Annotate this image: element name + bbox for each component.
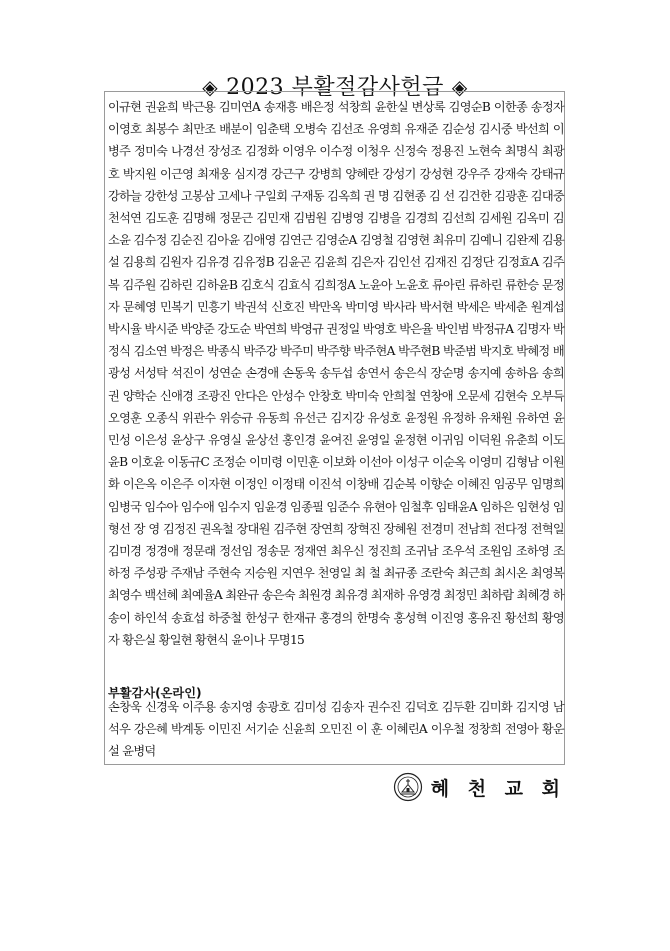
church-signature	[393, 772, 566, 802]
donor-names: 이규현 권윤희 박근용 김미연A 송재흥 배은정 석창희 윤한실 변상록 김영순B 이한종 송정자 이영호 최봉수 최만조 배분이 임춘택 오병숙 김선조 유영희 유재준 김순성 김시중 박선희 이병주 정미숙 나경선 장성조 김정화 이영우 이수정 이청우 신정숙 정용진 노현숙 최명식 최광호 박지원 이근영 최재웅 심지경 강근구 강병희 양혜란 강성기 강성현 강우주 강재숙 강태규 강하늘 강한성 고봉삼 고세나 구일회 구재동 김옥희 권 명 김현종 김 선 김건한 김광훈 김대중 천석연 김도훈 김명해 정문근 김민재 김범원 김병영 김병을 김경희 김선희 김세원 김옥미 김소윤 김수정 김순진 김아윤 김애영 김연근 김영순A 김영철 김영현 최유미 김예니 김완제 김용설 김용희 김원자 김유경 김유정B 김윤곤 김윤희 김은자 김인선 김재진 김정단 김정효A 김주복 김주원 김하린 김하윤B 김호식 김효식 김희정A 노윤아 노윤호 류아린 류하린 류한승 문정자 문혜영 민복기 민흥기 박권석 신호진 박만옥 박미영 박사라 박서현 박세은 박세춘 원계섭 박시율 박시준 박양준 강도순 박연희 박영규 권정일 박영호 박은율 박인범 박정규A 김명자 박정식 김소연 박정은 박종식 박주강 박주미 박주향 박주현A 박주현B 박준범 박지호 박혜정 배광성 서성탁 석진이 성연순 손경애 손동욱 송두섭 송연서 송은식 장순명 송지예 송하음 송희권 양학순 신애경 조광진 안다은 안성수 안창호 박미숙 안희철 연창애 오문세 김현숙 오부득 오영훈 오종식 위관수 위승규 유동희 유선근 김지강 유성호 윤정원 유정하 유채원 유하연 윤민성 이은성 윤상구 유영실 윤상선 홍인경 윤여진 윤영일 윤정현 이귀임 이덕원 유춘희 이도윤B 이호윤 이동규C 조정순 이미령 이민훈 이보화 이선아 이성구 이순옥 이영미 김형남 이원화 이은옥 이은주 이자현 이정인 이정태 이진석 이창배 김순복 이향순 이혜진 임공무 임명희 임병국 임수아 임수애 임수지 임윤경 임종필 임준수 유현아 임철후 임태윤A 임하은 임현성 임형선 장 영 김정진 권옥철 장대원 김주현 장연희 장혁진 장혜원 전경미 전남희 전다정 전혁일 김미경 정경애 정문래 정선임 정송문 정재연 최우신 정진희 조귀남 조우석 조원임 조하영 조하정 주성광 주재남 주현숙 지승원 지연우 천영일 최 철 최규종 조란숙 최근희 최시온 최영복 최영수 백선혜 최예율A 최완규 송은숙 최원경 최유경 최재하 유영경 최정민 최하람 최혜경 하송이 하인석 송효섭 하중철 한성구 한재규 홍경의 한명숙 홍성혁 이진영 홍유진 황선희 황영자 황은실 황일현 황현식 윤이나 무명15	[108, 100, 564, 647]
church-seal-icon	[393, 772, 423, 802]
online-donor-names: 손창욱 신경욱 이주용 송지영 송광호 김미성 김송자 권수진 김덕호 김두환 김미화 김지영 남석우 강은혜 박계동 이민진 서기순 신윤희 오민진 이 훈 이혜린A 이우철 정창희 전영아 황운설 윤병덕	[108, 700, 564, 759]
diamond-icon: ◈	[451, 74, 468, 99]
church-name: 혜 천 교 회	[430, 777, 566, 800]
donor-list-box	[104, 91, 565, 765]
diamond-icon: ◈	[202, 74, 219, 99]
online-section-heading: 부활감사(온라인)	[108, 686, 202, 700]
title-text: 2023 부활절감사헌금	[226, 74, 444, 100]
